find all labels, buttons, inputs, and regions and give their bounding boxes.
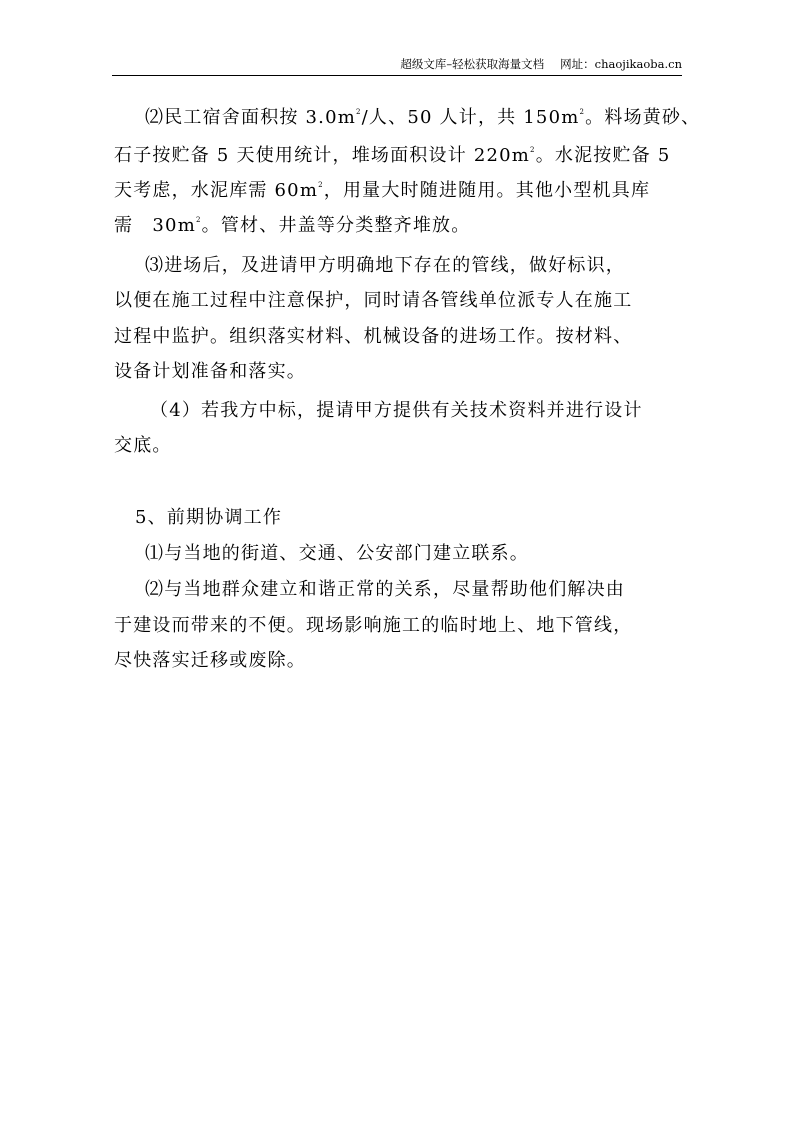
header-url: 网址：chaojikaoba.cn — [560, 57, 682, 71]
text-segment: /人、50 人计，共 150m — [361, 107, 580, 128]
superscript: 2 — [356, 108, 362, 116]
header-text — [400, 56, 682, 72]
superscript: 2 — [195, 216, 202, 224]
text-segment: ⑵民工宿舍面积按 3.0m — [145, 107, 357, 128]
paragraph-line — [114, 146, 670, 166]
superscript: 2 — [318, 181, 324, 189]
paragraph-line: 过程中监护。组织落实材料、机械设备的进场工作。按材料、 — [114, 326, 633, 347]
paragraph-line: 设备计划准备和落实。 — [114, 361, 306, 382]
text-segment: 需 30m — [114, 215, 196, 236]
paragraph-line — [114, 181, 650, 201]
superscript: 2 — [579, 108, 586, 116]
section-heading: 5、前期协调工作 — [135, 507, 283, 528]
superscript: 2 — [530, 146, 536, 154]
text-segment: 。水泥按贮备 5 — [535, 145, 671, 166]
paragraph-line: ⑴与当地的街道、交通、公安部门建立联系。 — [145, 543, 529, 564]
text-segment: ，用量大时随进随用。其他小型机具库 — [323, 180, 651, 201]
page-header — [112, 50, 682, 76]
text-segment: 天考虑，水泥库需 60m — [114, 180, 319, 201]
paragraph-line — [114, 216, 470, 236]
paragraph-line: 交底。 — [114, 435, 172, 456]
paragraph-line: 以便在施工过程中注意保护，同时请各管线单位派专人在施工 — [114, 290, 633, 311]
paragraph-line: 尽快落实迁移或废除。 — [114, 650, 306, 671]
header-site-name: 超级文库–轻松获取海量文档 — [400, 57, 545, 71]
text-segment: 。管材、井盖等分类整齐堆放。 — [201, 215, 471, 236]
text-segment: 石子按贮备 5 天使用统计，堆场面积设计 220m — [114, 145, 531, 166]
paragraph-line: 于建设而带来的不便。现场影响施工的临时地上、地下管线， — [114, 615, 633, 636]
paragraph-line: ⑶进场后，及进请甲方明确地下存在的管线，做好标识， — [145, 255, 625, 276]
paragraph-line — [145, 108, 700, 128]
paragraph-line: （4）若我方中标，提请甲方提供有关技术资料并进行设计 — [150, 400, 643, 421]
text-segment: 。料场黄砂、 — [585, 107, 701, 128]
paragraph-line: ⑵与当地群众建立和谐正常的关系，尽量帮助他们解决由 — [145, 579, 625, 600]
